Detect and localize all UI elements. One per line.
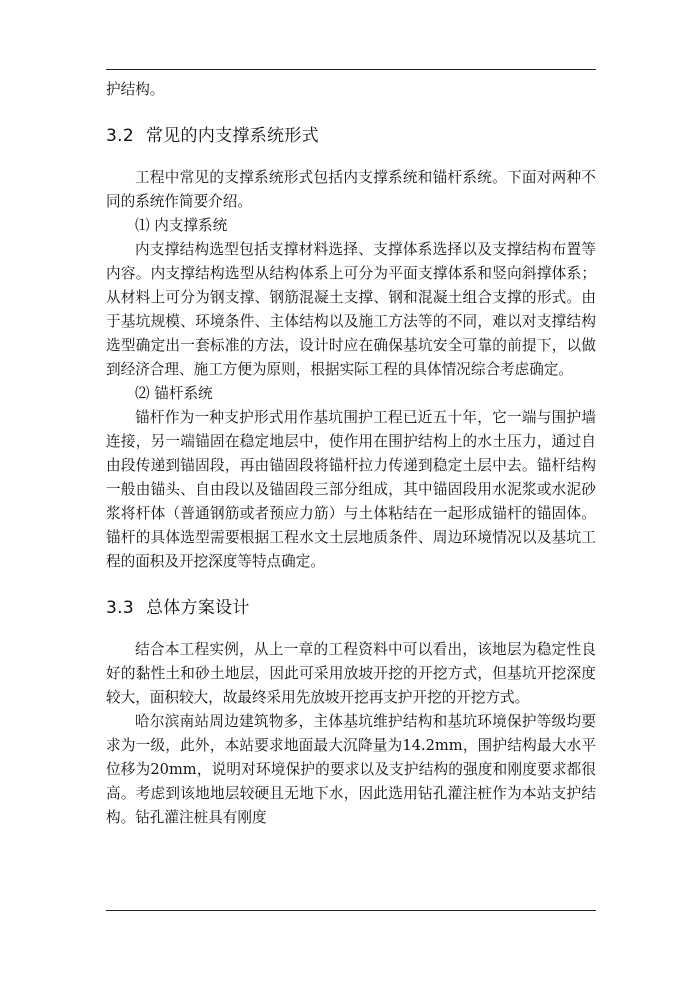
list-item-body: 内支撑结构选型包括支撑材料选择、支撑体系选择以及支撑结构布置等内容。内支撑结构选型从结构体系上可分为平面支撑体系和竖向斜撑体系；从材料上可分为钢支撑、钢筋混凝土支撑、钢和混凝土组合支撑的形式。由于基坑规模、环境条件、主体结构以及施工方法等的不同，难以对支撑结构选型确定出一套标准的方法，设计时应在确保基坑安全可靠的前提下，以做到经济合理、施工方便为原则，根据实际工程的具体情况综合考虑确定。 (106, 241, 596, 378)
document-body (106, 78, 596, 830)
list-heading-text: 锚杆系统 (154, 385, 213, 402)
section-heading-3-2 (106, 124, 596, 148)
list-item-body: 锚杆作为一种支护形式用作基坑围护工程已近五十年，它一端与围护墙连接，另一端锚固在稳定地层中，使作用在围护结构上的水土压力，通过自由段传递到锚固段，再由锚固段将锚杆拉力传递到稳定土层中去。锚杆结构一般由锚头、自由段以及锚固段三部分组成，其中锚固段用水泥浆或水泥砂浆将杆体（普通钢筋或者预应力筋）与土体粘结在一起形成锚杆的锚固体。锚杆的具体选型需要根据工程水文土层地质条件、周边环境情况以及基坑工程的面积及开挖深度等特点确定。 (106, 409, 596, 570)
section-intro: 工程中常见的支撑系统形式包括内支撑系统和锚杆系统。下面对两种不同的系统作简要介绍。 (106, 169, 596, 210)
list-marker: ⑴ (135, 217, 150, 234)
section-heading-3-3 (106, 596, 596, 620)
list-marker: ⑵ (135, 385, 150, 402)
section-number: 3.3 (106, 598, 134, 618)
continued-text: 护结构。 (106, 81, 165, 98)
paragraph: 哈尔滨南站周边建筑物多，主体基坑维护结构和基坑环境保护等级均要求为一级，此外，本站要求地面最大沉降量为14.2mm，围护结构最大水平位移为20mm，说明对环境保护的要求以及支护结构的强度和刚度要求都很高。考虑到该地地层较硬且无地下水，因此选用钻孔灌注桩作为本站支护结构。钻孔灌注桩具有刚度 (106, 713, 596, 826)
list-heading-text: 内支撑系统 (154, 217, 228, 234)
paragraph: 结合本工程实例，从上一章的工程资料中可以看出，该地层为稳定性良好的黏性土和砂土地层，因此可采用放坡开挖的开挖方式，但基坑开挖深度较大，面积较大，故最终采用先放坡开挖再支护开挖的开挖方式。 (106, 641, 596, 706)
section-title: 总体方案设计 (145, 598, 250, 618)
footer-rule (106, 910, 596, 911)
header-rule (106, 69, 596, 70)
list-item-heading (106, 382, 596, 406)
section-number: 3.2 (106, 126, 134, 146)
list-item-heading (106, 214, 596, 238)
section-title: 常见的内支撑系统形式 (145, 126, 319, 146)
